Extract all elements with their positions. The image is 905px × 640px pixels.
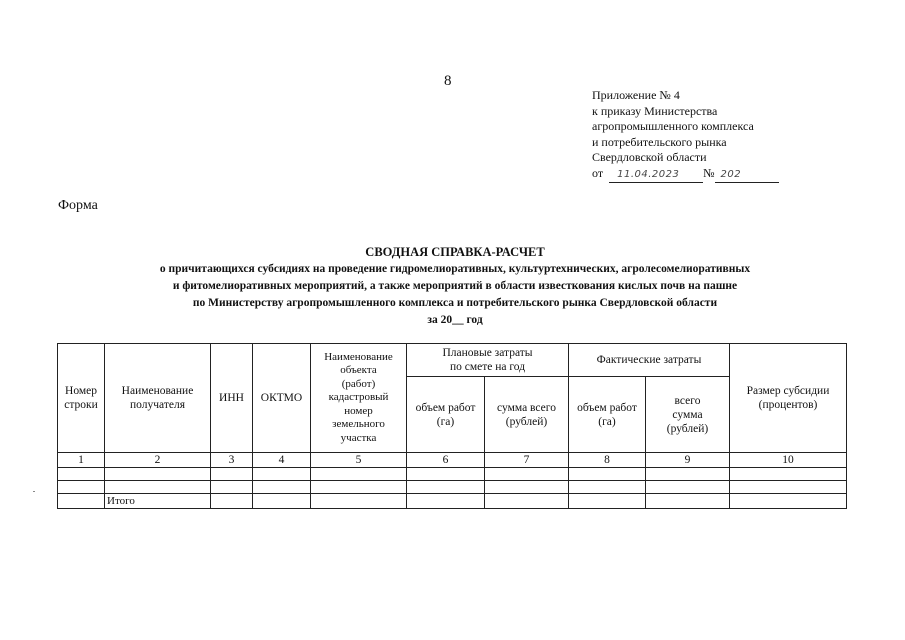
table-cell <box>407 481 485 494</box>
annex-line: Свердловской области <box>592 150 707 164</box>
annex-line: к приказу Министерства <box>592 103 718 118</box>
scan-speck <box>33 491 35 492</box>
column-number: 3 <box>211 453 253 468</box>
table-cell <box>646 481 730 494</box>
column-number-row <box>58 453 847 468</box>
column-number: 5 <box>311 453 407 468</box>
document-title <box>100 244 810 329</box>
header-planned-costs: Плановые затраты по смете на год <box>407 344 569 377</box>
table-cell <box>485 468 569 481</box>
table-cell <box>211 481 253 494</box>
table-cell <box>730 481 847 494</box>
table-cell <box>105 468 211 481</box>
table-cell <box>569 494 646 509</box>
number-sign: № <box>703 165 715 180</box>
table-cell <box>730 494 847 509</box>
title-line: о причитающихся субсидиях на проведение гидромелиоративных, культуртехнических, агролесомелиоративных <box>159 263 751 275</box>
header-recipient: Наименование получателя <box>105 344 211 453</box>
table-cell <box>569 481 646 494</box>
annex-line: и потребительского рынка <box>592 134 727 149</box>
table-cell <box>311 494 407 509</box>
table-cell <box>211 468 253 481</box>
title-main: СВОДНАЯ СПРАВКА-РАСЧЕТ <box>365 245 545 259</box>
table-cell <box>58 494 105 509</box>
total-row <box>58 494 847 509</box>
table-cell <box>253 494 311 509</box>
table-cell <box>646 468 730 481</box>
title-line: за 20__ год <box>427 314 483 326</box>
total-label: Итого <box>105 494 211 509</box>
header-object: Наименование объекта (работ) кадастровый номер земельного участка <box>311 344 407 453</box>
table-cell <box>646 494 730 509</box>
table-cell <box>58 468 105 481</box>
page-number: 8 <box>444 73 452 89</box>
header-actual-volume: объем работ (га) <box>569 377 646 453</box>
annex-line: Приложение № 4 <box>592 88 680 102</box>
table-cell <box>730 468 847 481</box>
table-cell <box>569 468 646 481</box>
header-row-number: Номер строки <box>58 344 105 453</box>
number-field <box>715 166 779 184</box>
annex-line: агропромышленного комплекса <box>592 119 754 133</box>
table-cell <box>485 481 569 494</box>
date-prefix: от <box>592 165 604 180</box>
header-actual-costs: Фактические затраты <box>569 344 730 377</box>
handwritten-date: 11.04.2023 <box>617 168 680 180</box>
column-number: 10 <box>730 453 847 468</box>
header-planned-sum: сумма всего (рублей) <box>485 377 569 453</box>
table-cell <box>253 481 311 494</box>
table-cell <box>485 494 569 509</box>
column-number: 2 <box>105 453 211 468</box>
table-cell <box>311 468 407 481</box>
table-row <box>58 481 847 494</box>
title-line: по Министерству агропромышленного комплекса и потребительского рынка Свердловской области <box>192 297 718 309</box>
title-line: и фитомелиоративных мероприятий, а также мероприятий в области известкования кислых почв на пашне <box>172 280 738 292</box>
column-number: 7 <box>485 453 569 468</box>
date-field <box>609 166 703 184</box>
header-planned-volume: объем работ (га) <box>407 377 485 453</box>
table-cell <box>58 481 105 494</box>
column-number: 8 <box>569 453 646 468</box>
column-number: 1 <box>58 453 105 468</box>
form-label: Форма <box>58 198 98 213</box>
column-number: 4 <box>253 453 311 468</box>
column-number: 9 <box>646 453 730 468</box>
handwritten-number: 202 <box>720 168 742 180</box>
header-actual-sum: всего сумма (рублей) <box>646 377 730 453</box>
header-subsidy: Размер субсидии (процентов) <box>730 344 847 453</box>
summary-table <box>57 343 847 509</box>
header-oktmo: ОКТМО <box>253 344 311 453</box>
annex-block <box>592 88 779 183</box>
annex-date-line <box>592 166 779 184</box>
column-number: 6 <box>407 453 485 468</box>
table-cell <box>253 468 311 481</box>
table-cell <box>311 481 407 494</box>
header-inn: ИНН <box>211 344 253 453</box>
table-cell <box>105 481 211 494</box>
table-cell <box>407 468 485 481</box>
table-cell <box>407 494 485 509</box>
table-row <box>58 468 847 481</box>
table-cell <box>211 494 253 509</box>
